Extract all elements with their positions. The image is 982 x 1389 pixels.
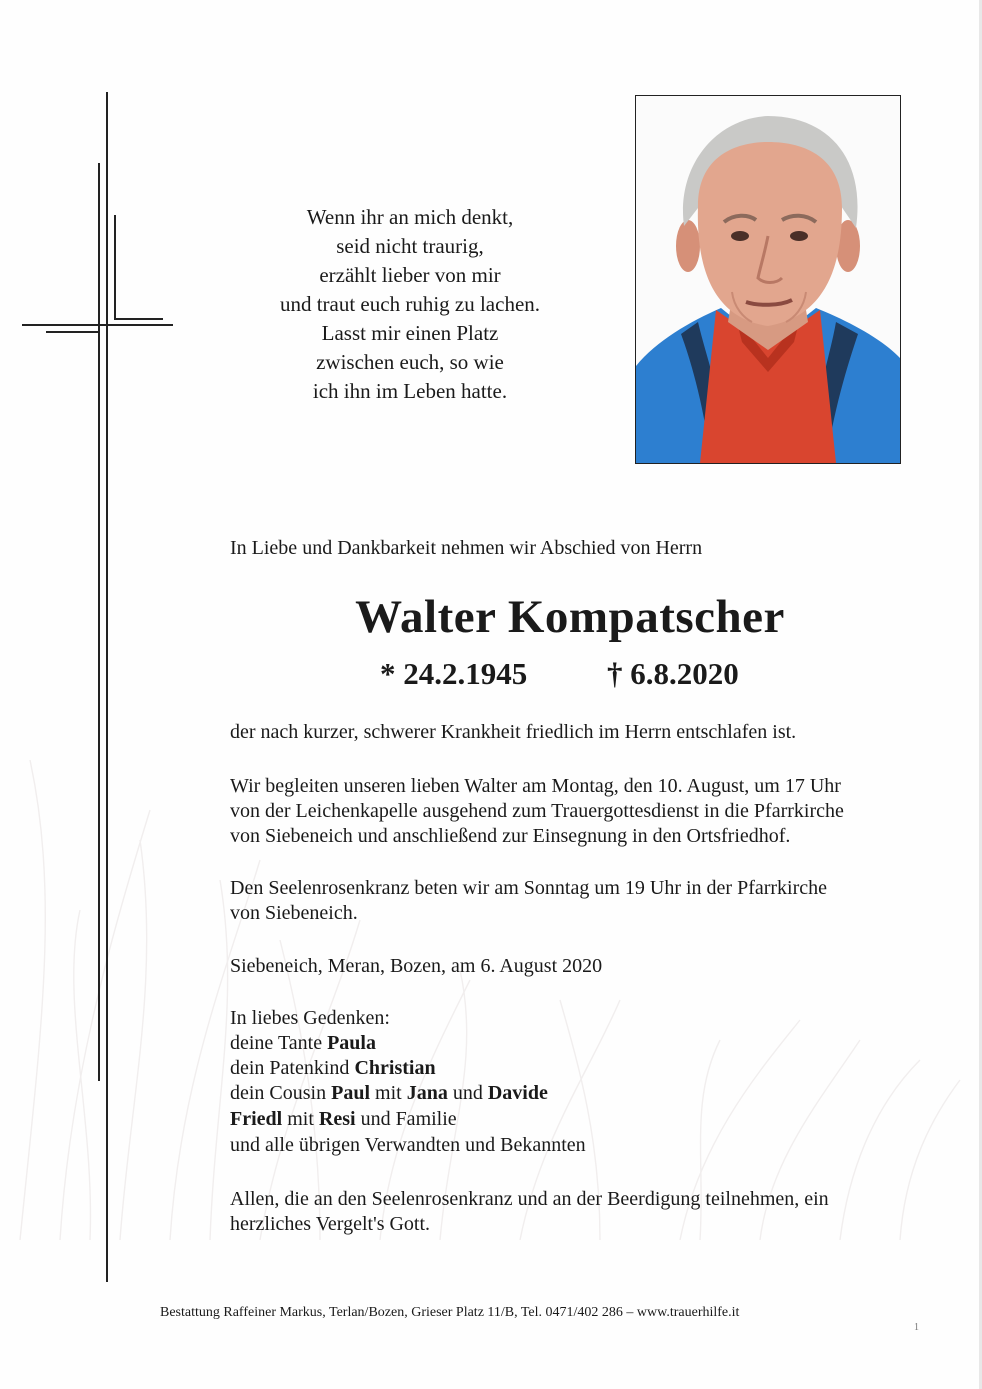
birth-date: * 24.2.1945 <box>380 656 528 691</box>
mourner-name: Davide <box>487 1082 548 1104</box>
mourner-connector: mit <box>282 1108 319 1130</box>
mourner-name: Paula <box>327 1032 376 1054</box>
poem <box>230 203 590 406</box>
cross-horizontal-line <box>22 324 173 326</box>
cross-long-vertical-line <box>106 92 108 1282</box>
page-mark: 1 <box>914 1322 919 1333</box>
poem-line: erzählt lieber von mir <box>319 263 501 287</box>
poem-line: seid nicht traurig, <box>336 234 484 258</box>
mourner-line <box>230 1107 457 1133</box>
mourner-name: Paul <box>331 1082 371 1104</box>
poem-line: Lasst mir einen Platz <box>321 321 499 345</box>
mourner-line <box>230 1056 436 1082</box>
mourner-relation: deine Tante <box>230 1032 328 1054</box>
place-date: Siebeneich, Meran, Bozen, am 6. August 2020 <box>230 955 603 977</box>
mourners-heading: In liebes Gedenken: <box>230 1007 390 1029</box>
thanks-line: herzliches Vergelt's Gott. <box>230 1213 431 1235</box>
portrait-illustration <box>636 96 900 463</box>
rosary-line: von Siebeneich. <box>230 902 358 924</box>
intro-line: In Liebe und Dankbarkeit nehmen wir Abschied von Herrn <box>230 537 703 559</box>
funeral-line: Wir begleiten unseren lieben Walter am Montag, den 10. August, um 17 Uhr <box>230 775 841 797</box>
poem-line: zwischen euch, so wie <box>316 350 504 374</box>
mourner-name: Friedl <box>230 1108 283 1130</box>
funeral-home-footer: Bestattung Raffeiner Markus, Terlan/Bozen, Grieser Platz 11/B, Tel. 0471/402 286 – www.trauerhilfe.it <box>160 1305 740 1320</box>
poem-line: ich ihn im Leben hatte. <box>312 379 508 403</box>
funeral-line: von Siebeneich und anschließend zur Einsegnung in den Ortsfriedhof. <box>230 825 791 847</box>
rosary-line: Den Seelenrosenkranz beten wir am Sonntag um 19 Uhr in der Pfarrkirche <box>230 877 828 899</box>
mourner-connector: und <box>447 1082 488 1104</box>
cross-arm-right-upper <box>114 318 163 320</box>
thanks-line: Allen, die an den Seelenrosenkranz und an der Beerdigung teilnehmen, ein <box>230 1188 829 1210</box>
mourner-line <box>230 1081 548 1107</box>
cross-arm-left-lower <box>46 331 100 333</box>
mourner-line <box>230 1031 376 1057</box>
funeral-line: von der Leichenkapelle ausgehend zum Trauergottesdienst in die Pfarrkirche <box>230 800 844 822</box>
deceased-name: Walter Kompatscher <box>355 591 785 643</box>
mourner-line: und alle übrigen Verwandten und Bekannten <box>230 1134 586 1156</box>
passing-note: der nach kurzer, schwerer Krankheit friedlich im Herrn entschlafen ist. <box>230 721 797 743</box>
cross-upper-right-line <box>114 215 116 320</box>
portrait-photo <box>635 95 901 464</box>
mourner-name: Jana <box>406 1082 448 1104</box>
death-date: † 6.8.2020 <box>607 656 739 691</box>
mourner-relation: dein Cousin <box>230 1082 332 1104</box>
mourner-connector: und Familie <box>355 1108 457 1130</box>
mourner-name: Resi <box>318 1108 356 1130</box>
mourner-name: Christian <box>354 1057 436 1079</box>
poem-line: Wenn ihr an mich denkt, <box>306 205 514 229</box>
poem-line: und traut euch ruhig zu lachen. <box>279 292 541 316</box>
cross-vertical-line <box>98 163 100 1081</box>
mourner-connector: mit <box>370 1082 407 1104</box>
mourner-relation: dein Patenkind <box>230 1057 355 1079</box>
